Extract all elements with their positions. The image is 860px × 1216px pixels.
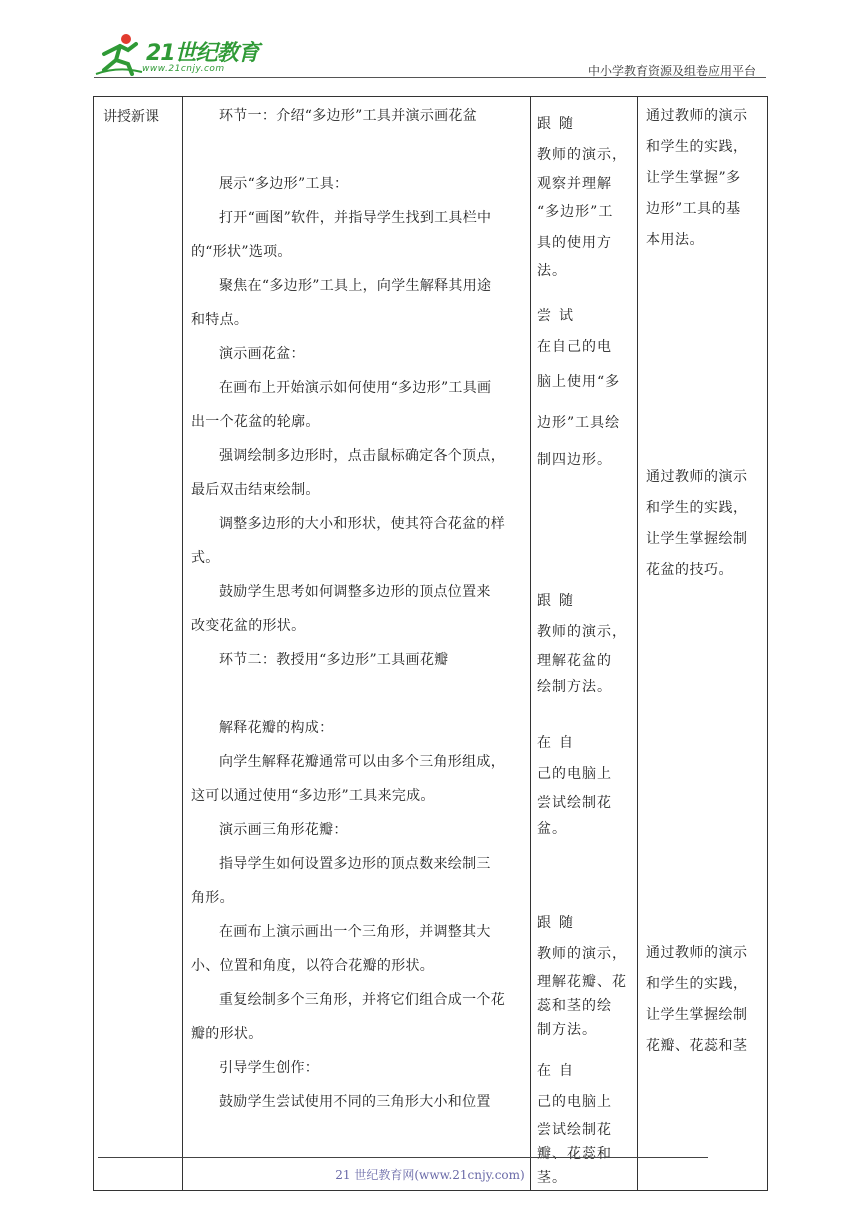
content-line: 改变花盆的形状。: [191, 618, 306, 634]
goal-line: 花瓣、花蕊和茎: [646, 1038, 748, 1054]
content-cell: [183, 97, 531, 1191]
content-line: 演示画花盆：: [219, 346, 305, 362]
logo-url: www.21cnjy.com: [142, 64, 225, 74]
activity-line: 在自己的电: [537, 339, 612, 355]
content-line: 在画布上演示画出一个三角形，并调整其大: [219, 924, 491, 940]
content-line: 环节一：介绍“多边形”工具并演示画花盆: [219, 108, 478, 124]
content-line: 出一个花盆的轮廓。: [191, 414, 320, 430]
content-line: 鼓励学生思考如何调整多边形的顶点位置来: [219, 584, 491, 600]
content-line: [183, 133, 530, 167]
lesson-table: [93, 96, 768, 1191]
content-line: 重复绘制多个三角形，并将它们组合成一个花: [219, 992, 505, 1008]
activity-line: 尝试: [537, 308, 581, 324]
runner-logo-icon: [94, 32, 144, 76]
activity-line: 理解花盆的: [537, 653, 612, 669]
activity-line: 教师的演示，: [537, 946, 627, 962]
content-line: 瓣的形状。: [191, 1026, 263, 1042]
content-line: 展示“多边形”工具：: [219, 176, 349, 192]
content-line: 在画布上开始演示如何使用“多边形”工具画: [219, 380, 492, 396]
activity-line: 具的使用方: [537, 235, 612, 251]
activity-line: 教师的演示，: [537, 624, 627, 640]
content-line: 打开“画图”软件，并指导学生找到工具栏中: [219, 210, 492, 226]
activity-line: 绘制方法。: [537, 679, 612, 695]
footer-divider: [98, 1157, 708, 1158]
activity-line: 盆。: [537, 821, 567, 837]
stage-label: 讲授新课: [103, 109, 159, 125]
goal-line: 让学生掌握绘制: [646, 1007, 748, 1023]
content-line: 和特点。: [191, 312, 249, 328]
content-line: 指导学生如何设置多边形的顶点数来绘制三: [219, 856, 491, 872]
content-line: 角形。: [191, 890, 234, 906]
activity-line: 跟随: [537, 116, 581, 132]
activity-line: 制方法。: [537, 1022, 597, 1038]
goal-line: 花盆的技巧。: [646, 562, 733, 578]
student-activity-cell: [531, 97, 638, 1191]
content-line: 鼓励学生尝试使用不同的三角形大小和位置: [219, 1094, 491, 1110]
activity-line: 边形”工具绘: [537, 415, 621, 431]
goal-line: 让学生掌握”多: [646, 170, 741, 186]
header-divider: [94, 77, 766, 78]
logo-text: 21世纪教育: [146, 41, 259, 66]
goal-line: 边形”工具的基: [646, 201, 741, 217]
activity-line: 教师的演示，: [537, 147, 627, 163]
activity-line: 制四边形。: [537, 452, 612, 468]
goal-line: 和学生的实践，: [646, 139, 748, 155]
activity-line: 理解花瓣、花: [537, 974, 627, 990]
page-footer: 21 世纪教育网(www.21cnjy.com): [335, 1168, 525, 1182]
activity-line: 己的电脑上: [537, 1094, 612, 1110]
content-line: [183, 677, 530, 711]
activity-line: 观察并理解: [537, 176, 612, 192]
content-line: 的“形状”选项。: [191, 244, 292, 260]
content-line: 聚焦在“多边形”工具上，向学生解释其用途: [219, 278, 492, 294]
activity-line: 尝试绘制花: [537, 1122, 612, 1138]
goal-line: 通过教师的演示: [646, 469, 748, 485]
table-row: [94, 97, 768, 1191]
activity-line: 脑上使用“多: [537, 374, 621, 390]
content-line: 环节二：教授用“多边形”工具画花瓣: [219, 652, 449, 668]
content-line: 引导学生创作：: [219, 1060, 320, 1076]
stage-cell: [94, 97, 183, 1191]
goal-line: 本用法。: [646, 232, 704, 248]
activity-line: 尝试绘制花: [537, 795, 612, 811]
content-line: 小、位置和角度，以符合花瓣的形状。: [191, 958, 435, 974]
activity-line: “多边形”工: [537, 204, 614, 220]
activity-line: 瓣、花蕊和: [537, 1146, 612, 1162]
content-line: 最后双击结束绘制。: [191, 482, 320, 498]
content-line: 式。: [191, 550, 220, 566]
activity-line: 在自: [537, 1063, 581, 1079]
activity-line: 跟随: [537, 915, 581, 931]
activity-line: 法。: [537, 263, 567, 279]
activity-line: 蕊和茎的绘: [537, 998, 612, 1014]
content-line: 强调绘制多边形时，点击鼠标确定各个顶点，: [219, 448, 505, 464]
activity-line: 跟随: [537, 593, 581, 609]
goal-line: 通过教师的演示: [646, 108, 748, 124]
goal-line: 通过教师的演示: [646, 945, 748, 961]
goal-line: 让学生掌握绘制: [646, 531, 748, 547]
goal-line: 和学生的实践，: [646, 976, 748, 992]
logo: [94, 32, 264, 76]
activity-line: 己的电脑上: [537, 766, 612, 782]
page-header: [0, 0, 860, 80]
content-line: 解释花瓣的构成：: [219, 720, 334, 736]
platform-title: 中小学教育资源及组卷应用平台: [587, 64, 756, 78]
content-line: 演示画三角形花瓣：: [219, 822, 348, 838]
content-line: 向学生解释花瓣通常可以由多个三角形组成，: [219, 754, 505, 770]
activity-line: 在自: [537, 735, 581, 751]
content-line: 这可以通过使用“多边形”工具来完成。: [191, 788, 435, 804]
goal-line: 和学生的实践，: [646, 500, 748, 516]
goal-cell: [638, 97, 768, 1191]
activity-line: 茎。: [537, 1170, 567, 1186]
content-line: 调整多边形的大小和形状，使其符合花盆的样: [219, 516, 505, 532]
